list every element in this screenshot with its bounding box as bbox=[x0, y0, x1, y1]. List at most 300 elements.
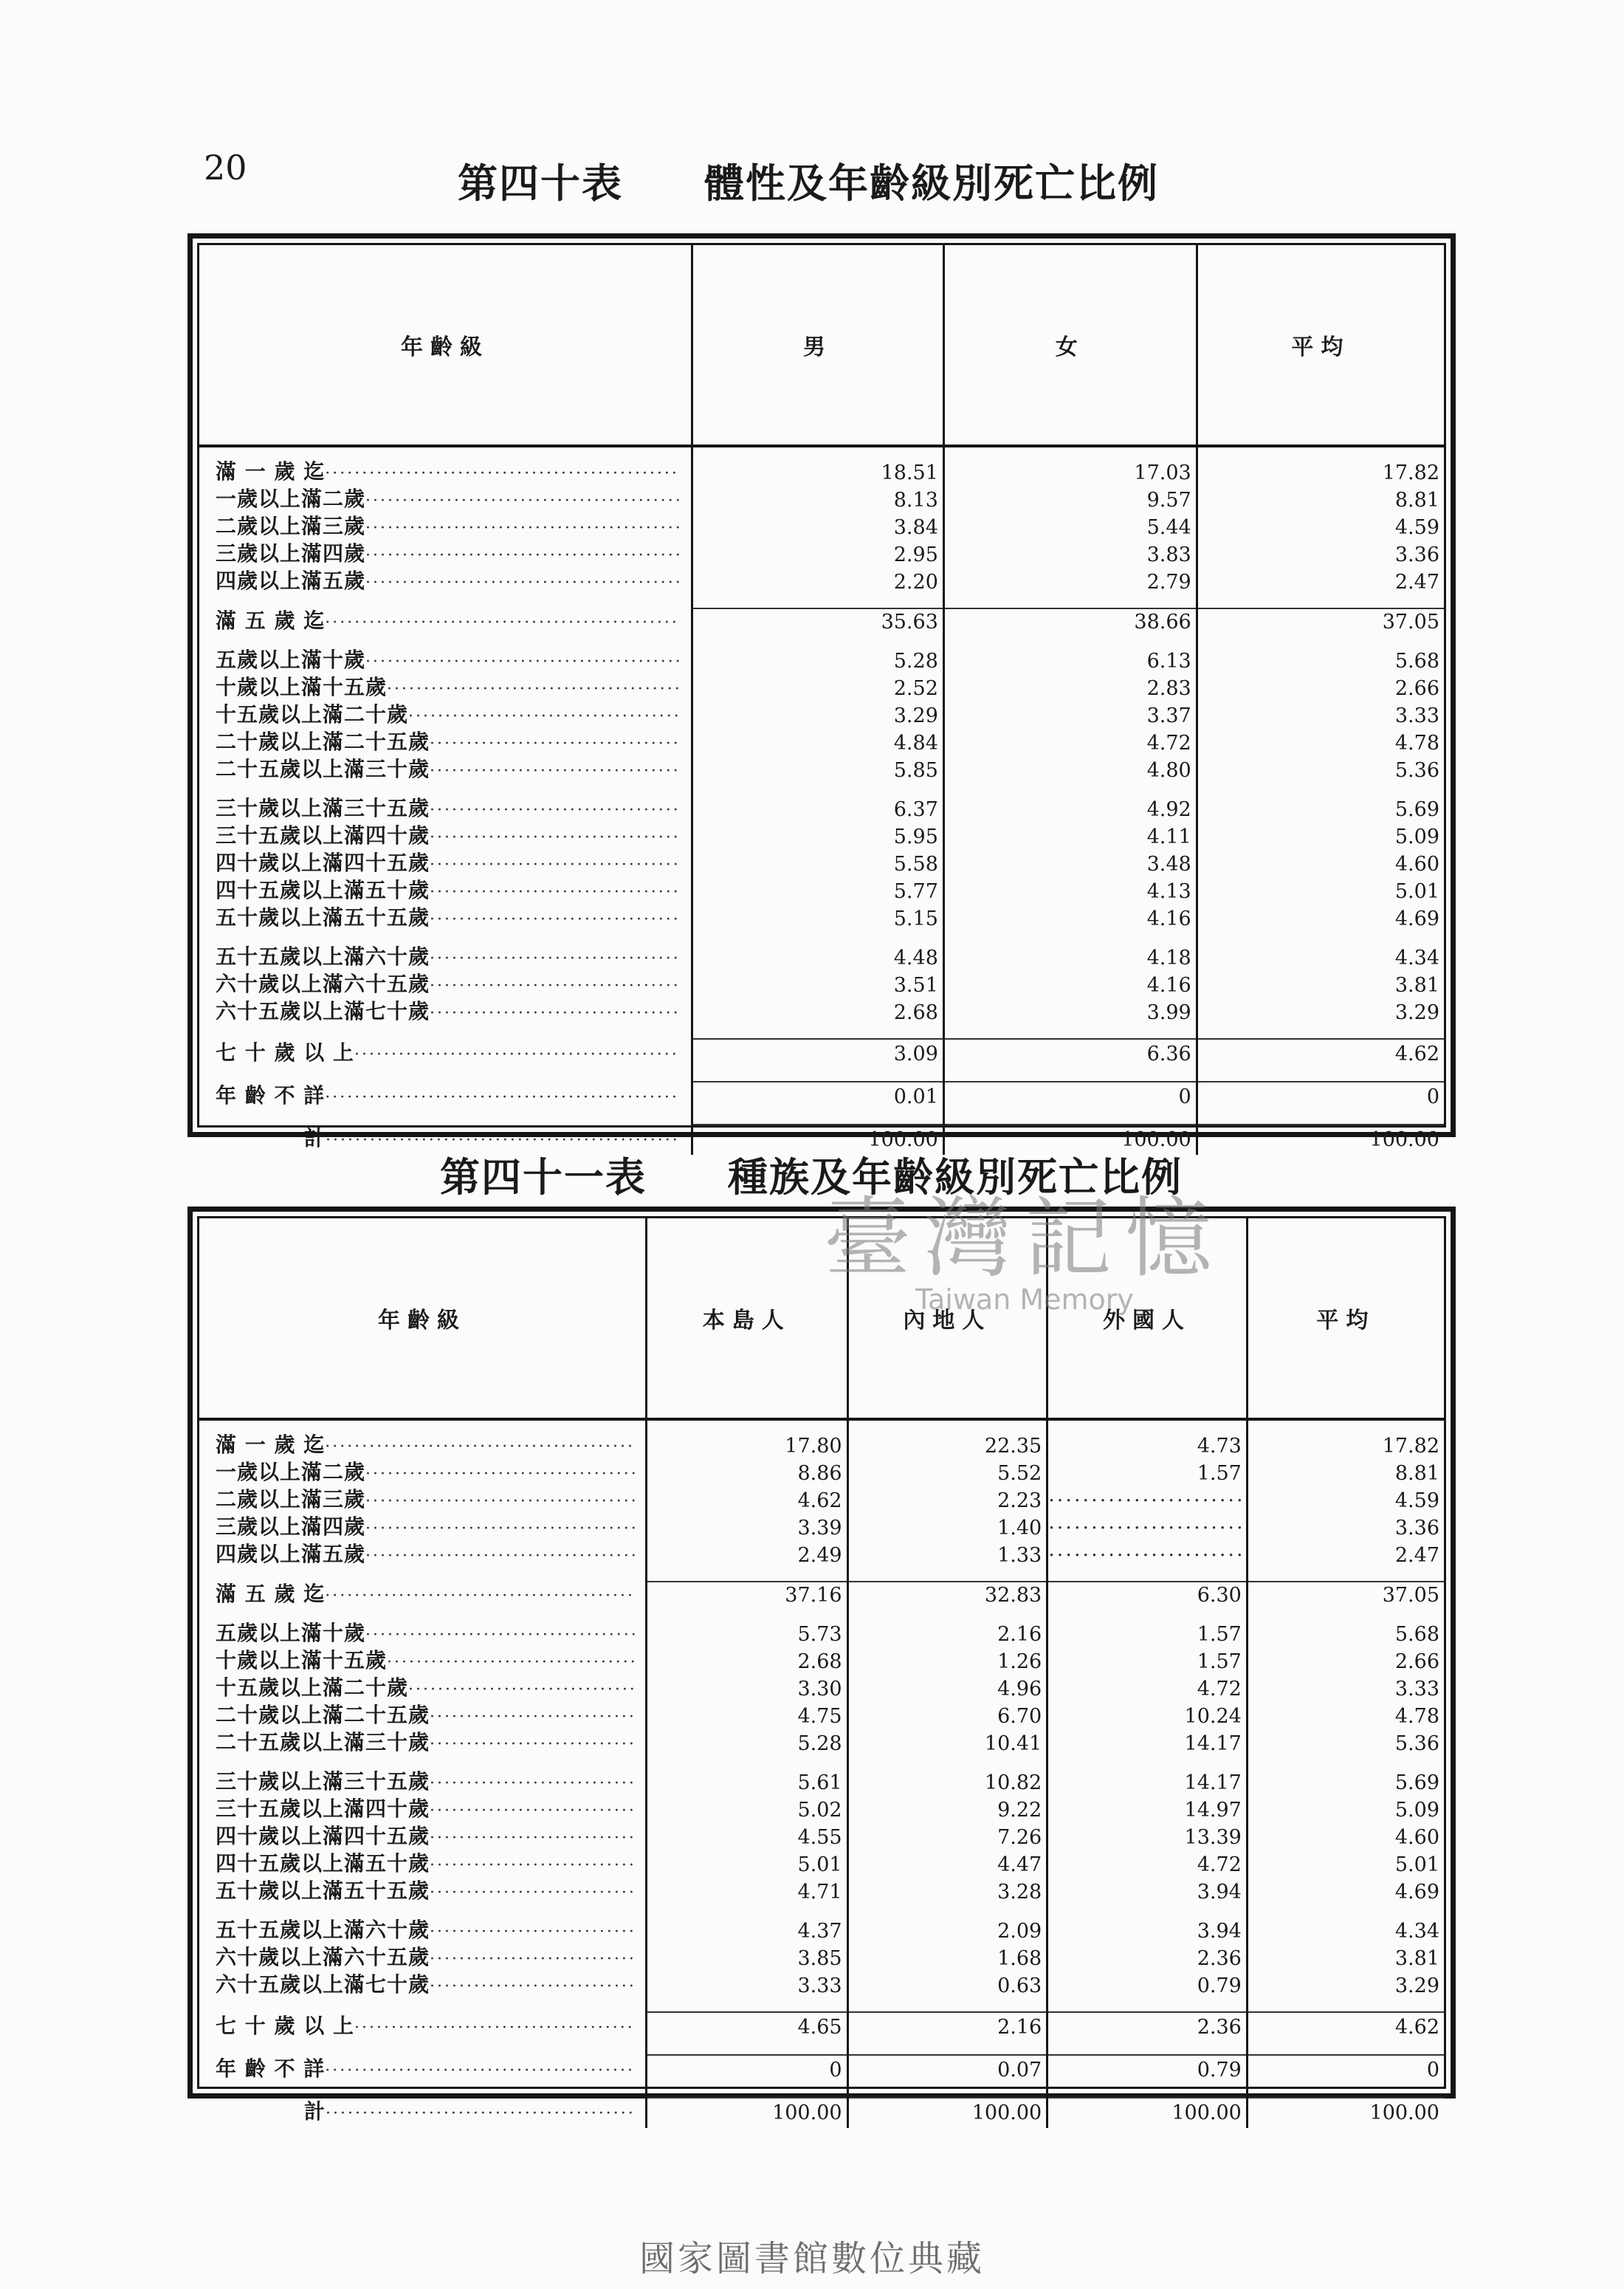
age-group-label bbox=[199, 1769, 646, 1796]
table-row bbox=[199, 2055, 1444, 2085]
value-cell: 100.00 bbox=[646, 2098, 847, 2128]
value-cell: 8.81 bbox=[1247, 1460, 1444, 1487]
age-group-text: 十歲以上滿十五歲 bbox=[216, 675, 388, 699]
value-cell: 6.30 bbox=[1047, 1582, 1248, 1609]
age-group-label bbox=[199, 1878, 646, 1906]
value-cell: 3.29 bbox=[1247, 1972, 1444, 2000]
age-group-label bbox=[199, 1039, 692, 1069]
value-cell: 5.85 bbox=[692, 757, 944, 784]
value-cell: 4.48 bbox=[692, 944, 944, 972]
value-cell: 2.16 bbox=[847, 1621, 1047, 1648]
value-cell: 100.00 bbox=[943, 1125, 1197, 1155]
header-age-group: 年齡級 bbox=[199, 245, 692, 446]
table-row bbox=[199, 541, 1444, 569]
table-row bbox=[199, 1675, 1444, 1703]
value-cell: 4.72 bbox=[1047, 1851, 1248, 1878]
value-cell: 0.79 bbox=[1047, 2055, 1248, 2085]
age-group-label bbox=[199, 569, 692, 596]
leader-dots bbox=[430, 1705, 635, 1730]
value-cell: 8.86 bbox=[646, 1460, 847, 1487]
age-group-label bbox=[199, 1621, 646, 1648]
table-40-grid bbox=[199, 245, 1444, 1155]
leader-dots bbox=[354, 1043, 681, 1068]
footer-credit: 國家圖書館數位典藏 bbox=[639, 2238, 985, 2279]
value-cell: 3.36 bbox=[1247, 1514, 1444, 1542]
leader-dots bbox=[326, 2101, 635, 2127]
table-row bbox=[199, 702, 1444, 730]
age-group-label bbox=[199, 905, 692, 933]
value-cell: 5.52 bbox=[847, 1460, 1047, 1487]
value-cell: 1.40 bbox=[847, 1514, 1047, 1542]
table-row bbox=[199, 2012, 1444, 2042]
value-cell: 1.33 bbox=[847, 1542, 1047, 1569]
table-row bbox=[199, 999, 1444, 1026]
value-cell: 1.26 bbox=[847, 1648, 1047, 1675]
table-row bbox=[199, 1039, 1444, 1069]
leader-dots bbox=[365, 543, 681, 569]
table-row bbox=[199, 648, 1444, 675]
value-cell: 2.20 bbox=[692, 569, 944, 596]
group-spacer bbox=[199, 636, 1444, 648]
value-cell: 2.47 bbox=[1197, 569, 1444, 596]
value-cell: 4.62 bbox=[1247, 2012, 1444, 2042]
age-group-text: 年 齡 不 詳 bbox=[216, 2056, 326, 2081]
value-cell: 4.47 bbox=[847, 1851, 1047, 1878]
age-group-label bbox=[199, 1796, 646, 1824]
leader-dots bbox=[430, 1826, 635, 1851]
group-spacer bbox=[199, 1112, 1444, 1125]
table-41-heading: 種族及年齡級別死亡比例 bbox=[728, 1153, 1183, 1201]
leader-dots bbox=[325, 1584, 635, 1609]
age-group-label bbox=[199, 757, 692, 784]
value-cell: 0 bbox=[646, 2055, 847, 2085]
leader-dots bbox=[430, 1732, 635, 1757]
group-spacer bbox=[199, 1609, 1444, 1621]
table-row bbox=[199, 1824, 1444, 1851]
value-cell: 4.59 bbox=[1247, 1487, 1444, 1514]
value-cell: 4.96 bbox=[847, 1675, 1047, 1703]
value-cell: 8.81 bbox=[1197, 487, 1444, 514]
value-cell: 4.16 bbox=[943, 905, 1197, 933]
value-cell: 37.05 bbox=[1197, 608, 1444, 636]
age-group-label bbox=[199, 944, 692, 972]
group-spacer bbox=[199, 1026, 1444, 1039]
value-cell: 3.29 bbox=[1197, 999, 1444, 1026]
leader-dots bbox=[430, 1001, 681, 1026]
value-cell: 2.66 bbox=[1197, 675, 1444, 702]
value-cell: 3.36 bbox=[1197, 541, 1444, 569]
value-cell: 10.82 bbox=[847, 1769, 1047, 1796]
value-cell: 18.51 bbox=[692, 459, 944, 487]
table-row bbox=[199, 1945, 1444, 1972]
leader-dots bbox=[365, 571, 681, 596]
age-group-text: 滿 五 歲 迄 bbox=[216, 608, 326, 633]
value-cell: 5.61 bbox=[646, 1769, 847, 1796]
value-cell: 10.41 bbox=[847, 1730, 1047, 1757]
table-row bbox=[199, 487, 1444, 514]
value-cell: 14.17 bbox=[1047, 1730, 1248, 1757]
table-row bbox=[199, 1432, 1444, 1460]
age-group-label bbox=[199, 851, 692, 878]
group-spacer bbox=[199, 1419, 1444, 1432]
age-group-text: 二十五歲以上滿三十歲 bbox=[216, 757, 430, 781]
value-cell: 32.83 bbox=[847, 1582, 1047, 1609]
value-cell: 0.01 bbox=[692, 1082, 944, 1112]
age-group-label bbox=[199, 1824, 646, 1851]
leader-dots bbox=[430, 907, 681, 933]
age-group-label bbox=[199, 1432, 646, 1460]
header-female: 女 bbox=[943, 245, 1197, 446]
value-cell: 100.00 bbox=[1247, 2098, 1444, 2128]
age-group-label bbox=[199, 823, 692, 851]
table-row bbox=[199, 1769, 1444, 1796]
value-cell: 0 bbox=[943, 1082, 1197, 1112]
value-cell: 3.33 bbox=[646, 1972, 847, 2000]
value-cell: 2.79 bbox=[943, 569, 1197, 596]
value-cell: 3.28 bbox=[847, 1878, 1047, 1906]
age-group-label bbox=[199, 878, 692, 905]
leader-dots bbox=[430, 1853, 635, 1878]
value-cell: 4.78 bbox=[1247, 1703, 1444, 1730]
leader-dots bbox=[365, 1489, 635, 1514]
age-group-label bbox=[199, 487, 692, 514]
table-row bbox=[199, 851, 1444, 878]
value-cell: 4.80 bbox=[943, 757, 1197, 784]
table-row bbox=[199, 1621, 1444, 1648]
value-cell: 2.36 bbox=[1047, 2012, 1248, 2042]
group-spacer bbox=[199, 784, 1444, 796]
value-cell: 100.00 bbox=[692, 1125, 944, 1155]
age-group-text: 滿 一 歲 迄 bbox=[216, 1432, 326, 1457]
header-average: 平均 bbox=[1247, 1218, 1444, 1419]
age-group-text: 四十歲以上滿四十五歲 bbox=[216, 1824, 430, 1848]
value-cell: 5.44 bbox=[943, 514, 1197, 541]
value-cell: 3.81 bbox=[1197, 972, 1444, 999]
age-group-label bbox=[199, 459, 692, 487]
age-group-text: 四十五歲以上滿五十歲 bbox=[216, 878, 430, 902]
age-group-text: 十五歲以上滿二十歲 bbox=[216, 702, 409, 727]
leader-dots bbox=[354, 2016, 635, 2041]
value-cell: 4.72 bbox=[1047, 1675, 1248, 1703]
age-group-label bbox=[199, 1675, 646, 1703]
group-spacer bbox=[199, 446, 1444, 459]
value-cell: 1.57 bbox=[1047, 1648, 1248, 1675]
value-cell: 3.09 bbox=[692, 1039, 944, 1069]
leader-dots bbox=[325, 1435, 635, 1460]
value-cell: 5.01 bbox=[1197, 878, 1444, 905]
value-cell: 3.94 bbox=[1047, 1918, 1248, 1945]
value-cell: 14.97 bbox=[1047, 1796, 1248, 1824]
empty-value-dots bbox=[1047, 1514, 1248, 1542]
age-group-text: 三十歲以上滿三十五歲 bbox=[216, 796, 430, 820]
age-group-label bbox=[199, 2012, 646, 2042]
value-cell: 4.55 bbox=[646, 1824, 847, 1851]
table-row bbox=[199, 1648, 1444, 1675]
group-spacer bbox=[199, 2000, 1444, 2012]
page-number: 20 bbox=[204, 148, 247, 188]
leader-dots bbox=[430, 798, 681, 823]
value-cell: 6.13 bbox=[943, 648, 1197, 675]
leader-dots bbox=[430, 853, 681, 878]
age-group-label bbox=[199, 702, 692, 730]
value-cell: 6.36 bbox=[943, 1039, 1197, 1069]
age-group-text: 六十五歲以上滿七十歲 bbox=[216, 1972, 430, 1997]
empty-value-dots bbox=[1047, 1542, 1248, 1569]
leader-dots bbox=[430, 1920, 635, 1945]
age-group-text: 四歲以上滿五歲 bbox=[216, 1542, 366, 1566]
value-cell: 10.24 bbox=[1047, 1703, 1248, 1730]
value-cell: 5.77 bbox=[692, 878, 944, 905]
value-cell: 2.52 bbox=[692, 675, 944, 702]
value-cell: 38.66 bbox=[943, 608, 1197, 636]
table-40 bbox=[187, 233, 1456, 1151]
value-cell: 4.60 bbox=[1197, 851, 1444, 878]
value-cell: 5.58 bbox=[692, 851, 944, 878]
header-average: 平均 bbox=[1197, 245, 1444, 446]
leader-dots bbox=[365, 1517, 635, 1542]
age-group-text: 六十五歲以上滿七十歲 bbox=[216, 999, 430, 1023]
value-cell: 6.70 bbox=[847, 1703, 1047, 1730]
value-cell: 5.69 bbox=[1247, 1769, 1444, 1796]
value-cell: 5.95 bbox=[692, 823, 944, 851]
value-cell: 4.34 bbox=[1247, 1918, 1444, 1945]
value-cell: 3.84 bbox=[692, 514, 944, 541]
value-cell: 13.39 bbox=[1047, 1824, 1248, 1851]
table-row bbox=[199, 1796, 1444, 1824]
table-row bbox=[199, 757, 1444, 784]
value-cell: 17.80 bbox=[646, 1432, 847, 1460]
table-row bbox=[199, 675, 1444, 702]
leader-dots bbox=[408, 1678, 635, 1703]
age-group-label bbox=[199, 1487, 646, 1514]
leader-dots bbox=[430, 826, 681, 851]
age-group-label bbox=[199, 1851, 646, 1878]
age-group-text: 二歲以上滿三歲 bbox=[216, 1487, 366, 1511]
table-40-title bbox=[458, 152, 1159, 209]
value-cell: 17.82 bbox=[1247, 1432, 1444, 1460]
value-cell: 4.78 bbox=[1197, 730, 1444, 757]
age-group-text: 四歲以上滿五歲 bbox=[216, 569, 366, 593]
age-group-text: 二十五歲以上滿三十歲 bbox=[216, 1730, 430, 1754]
table-41-grid bbox=[199, 1218, 1444, 2128]
leader-dots bbox=[365, 1462, 635, 1487]
value-cell: 7.26 bbox=[847, 1824, 1047, 1851]
leader-dots bbox=[408, 704, 681, 730]
value-cell: 35.63 bbox=[692, 608, 944, 636]
table-row bbox=[199, 1460, 1444, 1487]
age-group-text: 七 十 歲 以 上 bbox=[216, 2014, 354, 2038]
value-cell: 4.75 bbox=[646, 1703, 847, 1730]
value-cell: 1.57 bbox=[1047, 1621, 1248, 1648]
age-group-text: 六十歲以上滿六十五歲 bbox=[216, 1945, 430, 1969]
table-41-title bbox=[440, 1146, 1183, 1203]
age-group-label bbox=[199, 1582, 646, 1609]
value-cell: 4.69 bbox=[1197, 905, 1444, 933]
value-cell: 3.29 bbox=[692, 702, 944, 730]
table-row bbox=[199, 1972, 1444, 2000]
value-cell: 100.00 bbox=[1197, 1125, 1444, 1155]
value-cell: 5.15 bbox=[692, 905, 944, 933]
age-group-text: 年 齡 不 詳 bbox=[216, 1083, 326, 1108]
value-cell: 3.51 bbox=[692, 972, 944, 999]
age-group-text: 計 bbox=[304, 2099, 326, 2124]
table-row bbox=[199, 1487, 1444, 1514]
value-cell: 4.37 bbox=[646, 1918, 847, 1945]
leader-dots bbox=[325, 611, 681, 636]
table-row bbox=[199, 1542, 1444, 1569]
table-row bbox=[199, 972, 1444, 999]
value-cell: 0 bbox=[1247, 2055, 1444, 2085]
value-cell: 3.48 bbox=[943, 851, 1197, 878]
table-row bbox=[199, 944, 1444, 972]
leader-dots bbox=[365, 489, 681, 514]
table-row bbox=[199, 1703, 1444, 1730]
value-cell: 6.37 bbox=[692, 796, 944, 823]
value-cell: 0.63 bbox=[847, 1972, 1047, 2000]
table-row bbox=[199, 1918, 1444, 1945]
table-40-number: 第四十表 bbox=[458, 159, 623, 207]
leader-dots bbox=[430, 1947, 635, 1972]
value-cell: 1.68 bbox=[847, 1945, 1047, 1972]
group-spacer bbox=[199, 1757, 1444, 1769]
age-group-label bbox=[199, 1648, 646, 1675]
table-row bbox=[199, 569, 1444, 596]
value-cell: 5.02 bbox=[646, 1796, 847, 1824]
value-cell: 2.83 bbox=[943, 675, 1197, 702]
group-spacer bbox=[199, 2042, 1444, 2055]
header-mainlanders: 內地人 bbox=[847, 1218, 1047, 1419]
value-cell: 2.68 bbox=[692, 999, 944, 1026]
value-cell: 5.28 bbox=[692, 648, 944, 675]
leader-dots bbox=[365, 516, 681, 541]
value-cell: 3.99 bbox=[943, 999, 1197, 1026]
group-spacer bbox=[199, 596, 1444, 608]
age-group-text: 滿 一 歲 迄 bbox=[216, 459, 326, 484]
age-group-text: 三歲以上滿四歲 bbox=[216, 541, 366, 566]
value-cell: 4.13 bbox=[943, 878, 1197, 905]
age-group-label bbox=[199, 730, 692, 757]
age-group-text: 三十五歲以上滿四十歲 bbox=[216, 823, 430, 848]
value-cell: 4.11 bbox=[943, 823, 1197, 851]
table-row bbox=[199, 514, 1444, 541]
value-cell: 4.71 bbox=[646, 1878, 847, 1906]
value-cell: 5.68 bbox=[1247, 1621, 1444, 1648]
watermark-english: Taiwan Memory bbox=[915, 1283, 1134, 1316]
leader-dots bbox=[365, 650, 681, 675]
header-age-group: 年齡級 bbox=[199, 1218, 646, 1419]
empty-value-dots bbox=[1047, 1487, 1248, 1514]
value-cell: 17.82 bbox=[1197, 459, 1444, 487]
age-group-text: 二十歲以上滿二十五歲 bbox=[216, 1703, 430, 1727]
value-cell: 22.35 bbox=[847, 1432, 1047, 1460]
value-cell: 3.85 bbox=[646, 1945, 847, 1972]
value-cell: 1.57 bbox=[1047, 1460, 1248, 1487]
value-cell: 14.17 bbox=[1047, 1769, 1248, 1796]
age-group-text: 滿 五 歲 迄 bbox=[216, 1582, 326, 1606]
value-cell: 100.00 bbox=[847, 2098, 1047, 2128]
age-group-text: 三十五歲以上滿四十歲 bbox=[216, 1796, 430, 1821]
value-cell: 3.39 bbox=[646, 1514, 847, 1542]
age-group-text: 一歲以上滿二歲 bbox=[216, 1460, 366, 1484]
table-40-heading: 體性及年齡級別死亡比例 bbox=[704, 159, 1159, 207]
table-row bbox=[199, 1082, 1444, 1112]
age-group-text: 五歲以上滿十歲 bbox=[216, 1621, 366, 1645]
value-cell: 2.68 bbox=[646, 1648, 847, 1675]
value-cell: 3.81 bbox=[1247, 1945, 1444, 1972]
table-41-number: 第四十一表 bbox=[440, 1153, 647, 1201]
leader-dots bbox=[430, 947, 681, 972]
age-group-label bbox=[199, 1542, 646, 1569]
table-row bbox=[199, 878, 1444, 905]
value-cell: 100.00 bbox=[1047, 2098, 1248, 2128]
value-cell: 37.16 bbox=[646, 1582, 847, 1609]
group-spacer bbox=[199, 933, 1444, 944]
value-cell: 3.83 bbox=[943, 541, 1197, 569]
value-cell: 4.65 bbox=[646, 2012, 847, 2042]
watermark-chinese: 臺灣記憶 bbox=[824, 1187, 1226, 1289]
value-cell: 4.34 bbox=[1197, 944, 1444, 972]
value-cell: 4.92 bbox=[943, 796, 1197, 823]
table-row bbox=[199, 1514, 1444, 1542]
value-cell: 5.09 bbox=[1247, 1796, 1444, 1824]
leader-dots bbox=[430, 759, 681, 784]
age-group-label bbox=[199, 608, 692, 636]
age-group-text: 二歲以上滿三歲 bbox=[216, 514, 366, 538]
value-cell: 5.73 bbox=[646, 1621, 847, 1648]
value-cell: 4.72 bbox=[943, 730, 1197, 757]
value-cell: 2.95 bbox=[692, 541, 944, 569]
age-group-label bbox=[199, 2055, 646, 2085]
age-group-text: 四十歲以上滿四十五歲 bbox=[216, 851, 430, 875]
table-41 bbox=[187, 1207, 1456, 2124]
age-group-label bbox=[199, 1972, 646, 2000]
table-row bbox=[199, 2098, 1444, 2128]
leader-dots bbox=[325, 2059, 635, 2084]
value-cell: 5.69 bbox=[1197, 796, 1444, 823]
age-group-text: 三歲以上滿四歲 bbox=[216, 1514, 366, 1539]
group-spacer bbox=[199, 1069, 1444, 1082]
age-group-text: 五十歲以上滿五十五歲 bbox=[216, 905, 430, 930]
age-group-label bbox=[199, 675, 692, 702]
value-cell: 5.01 bbox=[646, 1851, 847, 1878]
value-cell: 3.30 bbox=[646, 1675, 847, 1703]
table-row bbox=[199, 459, 1444, 487]
table-row bbox=[199, 1851, 1444, 1878]
age-group-text: 四十五歲以上滿五十歲 bbox=[216, 1851, 430, 1876]
age-group-label bbox=[199, 2098, 646, 2128]
value-cell: 9.57 bbox=[943, 487, 1197, 514]
value-cell: 5.01 bbox=[1247, 1851, 1444, 1878]
value-cell: 2.23 bbox=[847, 1487, 1047, 1514]
age-group-text: 五歲以上滿十歲 bbox=[216, 648, 366, 672]
value-cell: 4.84 bbox=[692, 730, 944, 757]
age-group-text: 五十五歲以上滿六十歲 bbox=[216, 1918, 430, 1942]
group-spacer bbox=[199, 1569, 1444, 1582]
leader-dots bbox=[430, 1881, 635, 1906]
leader-dots bbox=[430, 732, 681, 757]
value-cell: 2.16 bbox=[847, 2012, 1047, 2042]
age-group-label bbox=[199, 1514, 646, 1542]
value-cell: 5.36 bbox=[1247, 1730, 1444, 1757]
leader-dots bbox=[430, 1771, 635, 1796]
value-cell: 3.33 bbox=[1197, 702, 1444, 730]
table-row bbox=[199, 796, 1444, 823]
age-group-label bbox=[199, 514, 692, 541]
table-row bbox=[199, 905, 1444, 933]
age-group-label bbox=[199, 972, 692, 999]
value-cell: 3.37 bbox=[943, 702, 1197, 730]
value-cell: 2.66 bbox=[1247, 1648, 1444, 1675]
